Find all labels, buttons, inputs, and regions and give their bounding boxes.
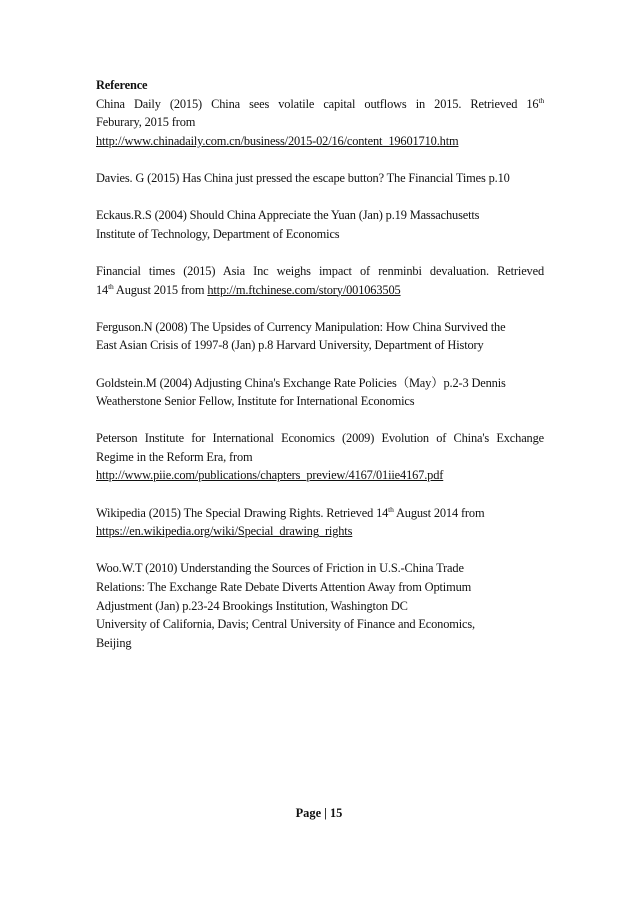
reference-line: Beijing <box>96 635 132 650</box>
reference-line: University of California, Davis; Central University of Finance and Economics, <box>96 617 476 632</box>
reference-line: Relations: The Exchange Rate Debate Diverts Attention Away from Optimum <box>96 580 472 595</box>
reference-entry <box>96 206 544 243</box>
references-section <box>96 76 544 671</box>
reference-line: Wikipedia (2015) The Special Drawing Rights. Retrieved 14th August 2014 from <box>96 504 485 520</box>
reference-line: Regime in the Reform Era, from <box>96 449 253 464</box>
reference-line: China Daily (2015) China sees volatile capital outflows in 2015. Retrieved 16th <box>96 95 544 111</box>
reference-line: Adjustment (Jan) p.23-24 Brookings Institution, Washington DC <box>96 598 408 613</box>
reference-line: Financial times (2015) Asia Inc weighs impact of renminbi devaluation. Retrieved <box>96 263 544 278</box>
reference-entry <box>96 169 544 188</box>
reference-line: Woo.W.T (2010) Understanding the Sources of Friction in U.S.-China Trade <box>96 561 464 576</box>
reference-link[interactable]: http://m.ftchinese.com/story/001063505 <box>207 282 401 297</box>
reference-line: Goldstein.M (2004) Adjusting China's Exchange Rate Policies（May）p.2-3 Dennis <box>96 375 506 390</box>
reference-line: Ferguson.N (2008) The Upsides of Currency Manipulation: How China Survived the <box>96 319 506 334</box>
reference-line: Peterson Institute for International Economics (2009) Evolution of China's Exchange <box>96 431 544 446</box>
reference-entry <box>96 95 544 151</box>
reference-line: Weatherstone Senior Fellow, Institute for International Economics <box>96 394 415 409</box>
reference-line: Institute of Technology, Department of Economics <box>96 226 340 241</box>
reference-line: Davies. G (2015) Has China just pressed the escape button? The Financial Times p.10 <box>96 170 510 185</box>
reference-entry <box>96 429 544 485</box>
reference-link[interactable]: https://en.wikipedia.org/wiki/Special_drawing_rights <box>96 524 353 539</box>
page-number-footer: Page | 15 <box>295 806 343 820</box>
reference-entry <box>96 559 544 652</box>
reference-entry <box>96 318 544 355</box>
reference-line: Feburary, 2015 from <box>96 115 196 130</box>
reference-entry <box>96 262 544 299</box>
reference-line: Eckaus.R.S (2004) Should China Appreciate the Yuan (Jan) p.19 Massachusetts <box>96 208 480 223</box>
reference-link[interactable]: http://www.chinadaily.com.cn/business/2015-02/16/content_19601710.htm <box>96 133 459 148</box>
reference-entry <box>96 374 544 411</box>
reference-line: 14th August 2015 from http://m.ftchinese.com/story/001063505 <box>96 281 401 297</box>
reference-line: East Asian Crisis of 1997-8 (Jan) p.8 Harvard University, Department of History <box>96 338 484 353</box>
reference-entry <box>96 504 544 541</box>
reference-link[interactable]: http://www.piie.com/publications/chapters_preview/4167/01iie4167.pdf <box>96 468 444 483</box>
section-heading: Reference <box>96 78 148 92</box>
